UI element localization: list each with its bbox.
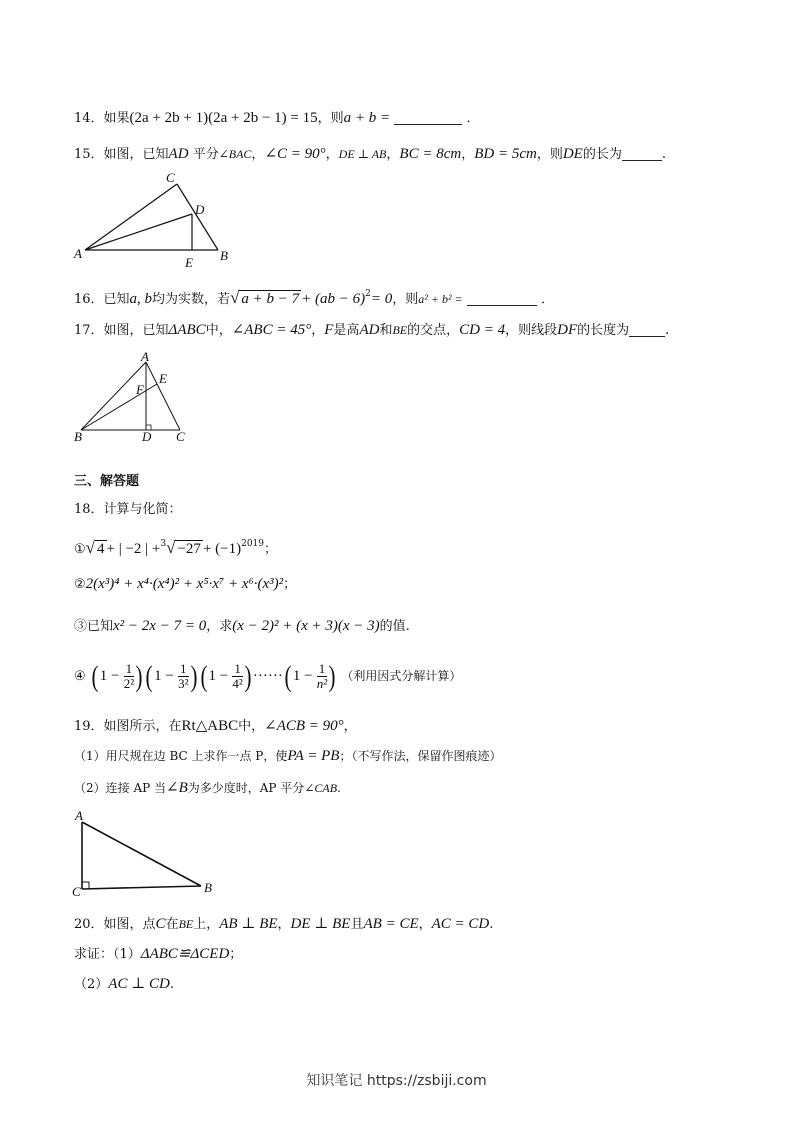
q20-text: 上， — [193, 917, 220, 932]
q18-p4-one: 1 − — [292, 668, 313, 684]
fraction-numerator: 1 — [180, 661, 187, 676]
q18-p4-frac1 — [124, 662, 135, 691]
fig19-label-c: C — [72, 884, 81, 898]
q18-part4: ④ ( 1 − $\frac{1}{\text{2²}}$ ) ( 1 − $\frac{1}{\text{3²}}$ ) ( 1 − $\frac{1}{\text{4²}}$ ) ······( 1 − $\frac{1}{\text{n²}}$ ) （利用因式分解计算） — [74, 659, 462, 693]
q20-cond2: DE ⊥ BE — [290, 916, 351, 932]
question-20: 20．如图，点C在BE上，AB ⊥ BE，DE ⊥ BE且AB = CE，AC = CD. — [74, 916, 494, 932]
q18-p2-label: ② — [74, 577, 86, 592]
q20-cond1: AB ⊥ BE — [219, 916, 278, 932]
q16-eq0: = 0 — [370, 291, 393, 307]
q18-p4-frac4 — [317, 662, 328, 691]
q20-proof-2 — [74, 974, 174, 995]
q16-ask: a² + b² = — [418, 292, 463, 306]
q14-expression: (2a + 2b + 1)(2a + 2b − 1) = 15 — [129, 110, 318, 126]
q18-p3-condition: x² − 2x − 7 = 0 — [113, 618, 207, 634]
q16-square: 2 — [365, 289, 371, 299]
q18-part2 — [74, 574, 296, 595]
q20-cond3: AB = CE — [363, 916, 419, 932]
fig19-label-a: A — [75, 808, 83, 823]
q14-ask: a + b = — [343, 110, 391, 126]
q18-p1-end: ； — [264, 542, 278, 557]
question-14 — [74, 108, 479, 129]
q19-angle-b: ∠B — [166, 780, 188, 796]
q19-pa-pb: PA = PB — [287, 748, 340, 764]
q17-text: 和 — [379, 323, 393, 338]
fraction-denominator: 3² — [178, 676, 189, 691]
q19-text: ， — [343, 719, 357, 734]
q18-title: 18．计算与化简： — [74, 502, 182, 517]
q20-p2-label: （2） — [74, 977, 109, 992]
q15-ad: AD — [168, 146, 189, 162]
q18-p4-note: （利用因式分解计算） — [341, 669, 462, 683]
q17-tail: . — [665, 323, 670, 338]
q15-comma: ， — [251, 147, 265, 162]
q17-f: F — [324, 322, 334, 338]
q19-p2-end: . — [337, 781, 341, 795]
q20-tail: . — [489, 917, 494, 932]
q17-text: ， — [311, 323, 325, 338]
q19-p1-text: （1）用尺规在边 BC 上求作一点 P，使 — [74, 749, 288, 763]
fraction-denominator: n² — [316, 676, 328, 691]
fig15-label-e: E — [185, 255, 193, 270]
q18-p4-dots: ······ — [252, 668, 283, 684]
figure-15 — [70, 170, 240, 270]
section-title: 三、解答题 — [74, 474, 140, 489]
q18-p4-frac2 — [178, 662, 189, 691]
q15-angle-bac: ∠BAC — [218, 147, 252, 161]
q17-text: 中， — [205, 323, 232, 338]
q19-p1-end: ；（不写作法，保留作图痕迹） — [339, 749, 502, 763]
q18-p4-label: ④ — [74, 669, 86, 684]
q18-p3-mid: ，求 — [206, 619, 233, 634]
q17-triangle: ΔABC — [168, 322, 206, 338]
q15-perp: DE ⊥ AB — [338, 147, 387, 161]
fig17-label-e: E — [159, 371, 167, 386]
fig15-label-a: A — [74, 246, 82, 261]
fraction-denominator: 2² — [123, 676, 135, 691]
q20-text: 20．如图，点 — [74, 917, 156, 932]
q17-df: DF — [557, 322, 578, 338]
q15-text: 15．如图，已知 — [74, 147, 169, 162]
figure-19 — [70, 808, 220, 898]
q16-text: 16．已知 — [74, 292, 130, 307]
q18-p1-label: ① — [74, 542, 86, 557]
q16-radicand: a + b − 7 — [241, 291, 300, 307]
fraction-numerator: 1 — [318, 661, 326, 676]
question-16: 16．已知a, b均为实数，若√ a + b − 7 + (ab − 6)$^2$= 0，则a² + b² = ． — [74, 288, 554, 307]
q17-cd: CD = 4 — [459, 322, 506, 338]
q15-text: ，则 — [536, 147, 563, 162]
q16-ab: a, b — [129, 291, 153, 307]
q20-text: 在 — [165, 917, 179, 932]
q20-perpendicular: AC ⊥ CD — [108, 976, 170, 992]
q15-answer-blank[interactable] — [622, 159, 662, 161]
q16-answer-blank[interactable] — [467, 304, 537, 306]
q19-angle-cab: ∠CAB — [304, 781, 338, 795]
q17-text: 17．如图，已知 — [74, 323, 169, 338]
q18-p1-exponent: 2019 — [241, 539, 265, 549]
q18-p3-label: ③已知 — [74, 619, 114, 634]
q19-angle: ∠ACB = 90° — [264, 718, 344, 734]
q14-tail: ． — [466, 111, 480, 126]
fraction-numerator: 1 — [125, 661, 133, 676]
question-15 — [74, 144, 666, 165]
q16-text: 均为实数，若 — [152, 292, 231, 307]
q18-part3 — [74, 616, 410, 637]
q19-triangle: Rt△ABC — [181, 718, 239, 734]
q18-part1: ①√ 4 + | −2 | $+^3√ -27 + (-1)^{2019}$； — [74, 538, 278, 557]
q14-answer-blank[interactable] — [394, 123, 462, 125]
q19-part2 — [74, 778, 341, 798]
fig15-label-b: B — [220, 248, 228, 263]
q15-text: 的长为 — [582, 147, 622, 162]
q17-angle: ∠ABC = 45° — [231, 322, 312, 338]
q19-p2-text: （2）连接 AP 当 — [74, 781, 167, 795]
q19-part1 — [74, 746, 501, 766]
q20-proof-end: ； — [229, 947, 243, 962]
fig17-label-a: A — [141, 350, 149, 364]
q15-bc: BC = 8cm — [399, 146, 462, 162]
fig15-label-c: C — [166, 170, 175, 185]
q15-comma: ， — [461, 147, 475, 162]
q18-p1-abs: + | −2 | + — [106, 541, 161, 557]
q15-angle-c: ∠C = 90° — [264, 146, 326, 162]
q18-p3-end: 的值. — [379, 619, 410, 634]
q17-ad: AD — [359, 322, 380, 338]
q18-p1-power: + (−1) — [202, 541, 242, 557]
q19-text: 19．如图所示，在 — [74, 719, 182, 734]
q17-text: ，则线段 — [505, 323, 558, 338]
q18-p1-radicand: 4 — [97, 541, 105, 557]
q15-tail: . — [661, 147, 666, 162]
q18-p4-one: 1 − — [208, 668, 229, 684]
fig19-label-b: B — [204, 880, 212, 895]
fig17-label-f: F — [136, 382, 144, 397]
q14-mid-text: ，则 — [317, 111, 344, 126]
q17-be: BE — [392, 323, 408, 337]
q19-p2-text: 为多少度时，AP 平分 — [187, 781, 305, 795]
q20-be: BE — [178, 917, 194, 931]
q16-tail: ． — [540, 292, 554, 307]
q17-text: 的长度为 — [577, 323, 630, 338]
q17-text: 的交点， — [407, 323, 460, 338]
q17-text: 是高 — [333, 323, 360, 338]
q18-p1-index: 3 — [160, 539, 167, 549]
q20-congruence: ΔABC≌ΔCED — [140, 946, 230, 962]
q15-comma: ， — [386, 147, 400, 162]
q14-number: 14．如果 — [74, 111, 130, 126]
q18-p3-expression: (x − 2)² + (x + 3)(x − 3) — [232, 618, 380, 634]
q15-de: DE — [562, 146, 583, 162]
q18-p2-end: ； — [283, 577, 297, 592]
figure-17 — [70, 350, 200, 445]
q18-p2-expression: 2(x³)⁴ + x⁴·(x⁴)² + x⁵·x⁷ + x⁶·(x³)² — [85, 576, 284, 592]
q15-bd: BD = 5cm — [474, 146, 537, 162]
question-19 — [74, 716, 357, 737]
q18-p4-one: 1 − — [154, 668, 174, 684]
q16-expr: + (ab − 6) — [301, 291, 366, 307]
q19-text: 中， — [238, 719, 265, 734]
fig15-label-d: D — [195, 202, 205, 217]
q20-c: C — [155, 916, 166, 932]
q20-cond4: AC = CD — [431, 916, 490, 932]
question-17 — [74, 320, 669, 341]
q17-answer-blank[interactable] — [629, 335, 665, 337]
q20-text: 且 — [350, 917, 364, 932]
fig17-label-b: B — [74, 429, 82, 444]
q20-proof-label: 求证：（1） — [74, 947, 141, 962]
fig17-label-c: C — [176, 429, 185, 444]
q20-p2-end: . — [169, 977, 175, 992]
fraction-numerator: 1 — [234, 661, 241, 676]
q18-p1-radicand2: −27 — [177, 541, 201, 557]
q18-p4-one: 1 − — [99, 668, 120, 684]
fraction-denominator: 4² — [232, 676, 243, 691]
q20-proof-1 — [74, 944, 242, 965]
q15-text: 平分 — [192, 147, 219, 162]
q16-text: ，则 — [392, 292, 419, 307]
q18-p4-frac3 — [232, 662, 243, 691]
q15-comma: ， — [325, 147, 339, 162]
fig17-label-d: D — [142, 429, 152, 444]
footer-watermark[interactable]: 知识笔记 https://zsbiji.com — [306, 1073, 487, 1089]
